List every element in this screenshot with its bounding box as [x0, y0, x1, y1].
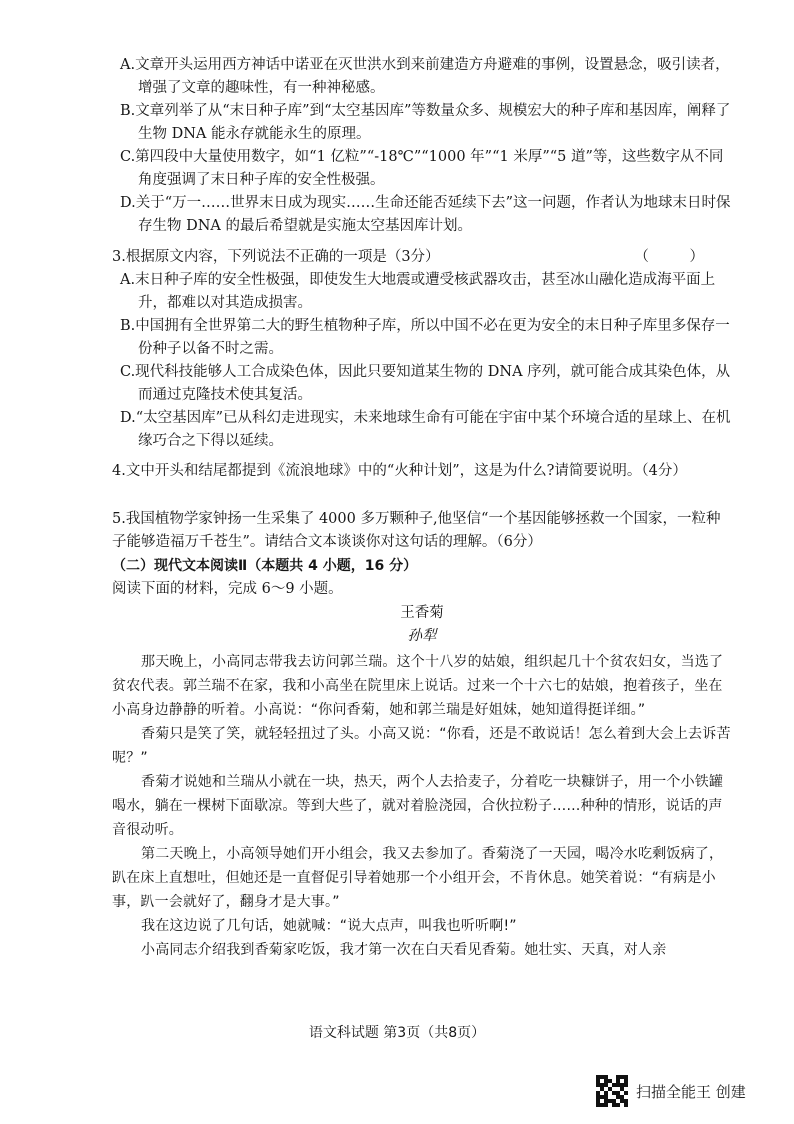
question-5-text: 5.我国植物学家钟扬一生采集了 4000 多万颗种子,他坚信“一个基因能够拯救一个国家，一粒种子能够造福万千苍生”。请结合文本谈谈你对这句话的理解。（6分） [112, 511, 721, 550]
story-heading [112, 602, 732, 648]
question-3 [112, 246, 732, 453]
story-title: 王香菊 [400, 605, 444, 621]
story-paragraph: 第二天晚上，小高领导她们开小组会，我又去参加了。香菊浇了一天园，喝冷水吃剩饭病了，趴在床上直想吐，但她还是一直督促引导着她那一个小组开会，不肯休息。她笑着说：“有病是小事，趴一会就好了，翻身才是大事。” [112, 846, 724, 910]
option-3d: D.“太空基因库”已从科幻走进现实，未来地球生命有可能在宇宙中某个环境合适的星球上、在机缘巧合之下得以延续。 [120, 410, 731, 449]
question-4-text: 4.文中开头和结尾都提到《流浪地球》中的“火种计划”，这是为什么?请简要说明。（4分） [112, 463, 687, 479]
scanner-watermark [596, 1074, 746, 1108]
story-author: 孙犁 [407, 628, 437, 644]
story-body [112, 650, 732, 962]
option-2c: C.第四段中大量使用数字，如“1 亿粒”“-18℃”“1000 年”“1 米厚”“5 道”等，这些数字从不同角度强调了末日种子库的安全性极强。 [120, 149, 724, 188]
question-3-stem [112, 246, 732, 269]
section-header [112, 555, 732, 601]
option-3a: A.末日种子库的安全性极强，即使发生大地震或遭受核武器攻击，甚至冰山融化造成海平面上升，都难以对其造成损害。 [120, 272, 716, 311]
option-3b: B.中国拥有全世界第二大的野生植物种子库，所以中国不必在更为安全的末日种子库里多保存一份种子以备不时之需。 [120, 318, 730, 357]
story-paragraph: 我在这边说了几句话，她就喊：“说大点声，叫我也听听啊!” [141, 918, 517, 934]
story-paragraph: 香菊只是笑了笑，就轻轻扭过了头。小高又说：“你看，还是不敢说话！怎么着到大会上去诉苦呢？” [112, 726, 731, 766]
question-4 [112, 460, 732, 483]
question-3-text: 3.根据原文内容，下列说法不正确的一项是（3分） [112, 249, 440, 265]
section-title: （二）现代文本阅读Ⅱ（本题共 4 小题，16 分） [112, 558, 418, 574]
answer-bracket: （ ） [634, 249, 722, 265]
story-paragraph: 那天晚上，小高同志带我去访问郭兰瑞。这个十八岁的姑娘，组织起几十个贫农妇女，当选了贫农代表。郭兰瑞不在家，我和小高坐在院里床上说话。过来一个十六七的姑娘，抱着孩子，坐在小高身边静静的听着。小高说：“你问香菊，她和郭兰瑞是好姐妹，她知道得挺详细。” [112, 654, 724, 718]
watermark-text: 扫描全能王 创建 [636, 1082, 746, 1101]
question-2-options [112, 54, 732, 238]
story-paragraph: 小高同志介绍我到香菊家吃饭，我才第一次在白天看见香菊。她壮实、天真，对人亲 [141, 942, 667, 958]
question-5 [112, 508, 732, 554]
option-2d: D.关于“万一……世界末日成为现实……生命还能否延续下去”这一问题，作者认为地球末日时保存生物 DNA 的最后希望就是实施太空基因库计划。 [120, 195, 731, 234]
option-2b: B.文章列举了从“末日种子库”到“太空基因库”等数量众多、规模宏大的种子库和基因库，阐释了生物 DNA 能永存就能永生的原理。 [120, 103, 731, 142]
option-3c: C.现代科技能够人工合成染色体，因此只要知道某生物的 DNA 序列，就可能合成其染色体，从而通过克隆技术使其复活。 [120, 364, 731, 403]
story-paragraph: 香菊才说她和兰瑞从小就在一块，热天，两个人去拾麦子，分着吃一块糠饼子，用一个小铁罐喝水，躺在一棵树下面歇凉。等到大些了，就对着脸浇园，合伙拉粉子……种种的情形，说话的声音很动听。 [112, 774, 724, 838]
page-footer: 语文科试题 第3页（共8页） [308, 1025, 486, 1041]
qr-code-icon [596, 1075, 628, 1107]
section-instruction: 阅读下面的材料，完成 6～9 小题。 [112, 581, 343, 597]
option-2a: A.文章开头运用西方神话中诺亚在灭世洪水到来前建造方舟避难的事例，设置悬念，吸引读者，增强了文章的趣味性，有一种神秘感。 [120, 57, 730, 96]
